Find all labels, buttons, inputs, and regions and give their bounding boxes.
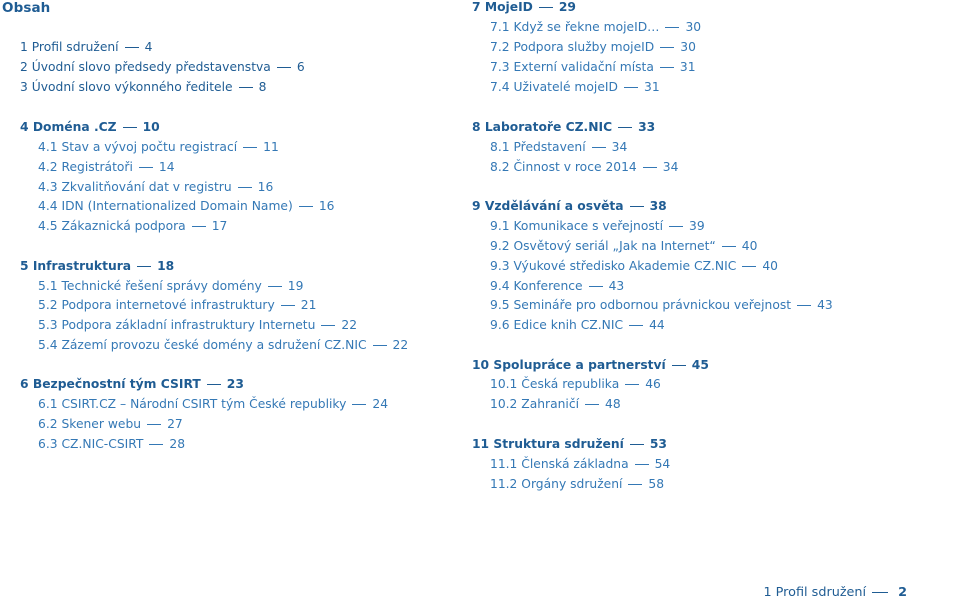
- toc-page: 10: [142, 120, 160, 134]
- toc-subentry[interactable]: [490, 279, 624, 293]
- toc-page: 4: [144, 40, 153, 54]
- toc-entry[interactable]: [20, 60, 305, 74]
- dash: [281, 305, 295, 306]
- toc-page: 18: [157, 259, 175, 273]
- dash: [149, 444, 163, 445]
- toc-subentry[interactable]: [490, 318, 665, 332]
- toc-label: 6.3 CZ.NIC-CSIRT: [38, 437, 144, 451]
- toc-subentry[interactable]: [490, 457, 670, 471]
- toc-page: 34: [662, 160, 679, 174]
- toc-page: 40: [741, 239, 758, 253]
- toc-label: 9 Vzdělávání a osvěta: [472, 199, 624, 213]
- dash: [618, 127, 632, 128]
- toc-page: 22: [341, 318, 358, 332]
- dash: [660, 67, 674, 68]
- toc-page: 43: [608, 279, 625, 293]
- toc-page: 29: [558, 0, 576, 14]
- toc-subentry[interactable]: [38, 180, 273, 194]
- toc-section[interactable]: [472, 437, 667, 451]
- toc-subentry[interactable]: [38, 298, 316, 312]
- toc-page: 27: [167, 417, 183, 431]
- dash: [207, 384, 221, 385]
- toc-page: 38: [649, 199, 667, 213]
- dash: [643, 167, 657, 168]
- toc-label: 9.4 Konference: [490, 279, 583, 293]
- toc-label: 5.1 Technické řešení správy domény: [38, 279, 262, 293]
- toc-subentry[interactable]: [490, 239, 757, 253]
- toc-page: 16: [318, 199, 335, 213]
- toc-label: 7.2 Podpora služby mojeID: [490, 40, 655, 54]
- dash: [660, 47, 674, 48]
- toc-page: 48: [605, 397, 621, 411]
- dash: [665, 27, 679, 28]
- toc-label: 7.1 Když se řekne mojeID…: [490, 20, 660, 34]
- toc-subentry[interactable]: [38, 140, 279, 154]
- toc-page: 43: [817, 298, 833, 312]
- toc-label: 2 Úvodní slovo předsedy představenstva: [20, 60, 271, 74]
- dash: [625, 384, 639, 385]
- toc-subentry[interactable]: [490, 160, 678, 174]
- toc-subentry[interactable]: [38, 318, 357, 332]
- toc-subentry[interactable]: [490, 20, 701, 34]
- toc-label: 6 Bezpečnostní tým CSIRT: [20, 377, 201, 391]
- toc-label: 9.1 Komunikace s veřejností: [490, 219, 663, 233]
- toc-page: 24: [372, 397, 389, 411]
- toc-subentry[interactable]: [490, 40, 696, 54]
- dash: [239, 87, 253, 88]
- toc-subentry[interactable]: [490, 80, 660, 94]
- toc-section[interactable]: [472, 358, 709, 372]
- toc-label: 7.4 Uživatelé mojeID: [490, 80, 619, 94]
- dash: [352, 404, 366, 405]
- toc-page: 34: [611, 140, 628, 154]
- dash: [672, 365, 686, 366]
- toc-label: 4.3 Zkvalitňování dat v registru: [38, 180, 232, 194]
- dash: [125, 47, 139, 48]
- toc-section[interactable]: [20, 377, 244, 391]
- toc-label: 4 Doména .CZ: [20, 120, 117, 134]
- toc-label: 4.2 Registrátoři: [38, 160, 133, 174]
- toc-page: 58: [648, 477, 665, 491]
- toc-label: 11.1 Členská základna: [490, 457, 629, 471]
- dash: [669, 226, 683, 227]
- toc-page: 30: [685, 20, 702, 34]
- toc-page: 17: [211, 219, 228, 233]
- toc-page: 31: [679, 60, 696, 74]
- toc-label: 8.2 Činnost v roce 2014: [490, 160, 637, 174]
- toc-page: 46: [645, 377, 661, 391]
- toc-subentry[interactable]: [38, 397, 388, 411]
- dash: [277, 67, 291, 68]
- dash: [629, 325, 643, 326]
- dash: [630, 444, 644, 445]
- toc-subentry[interactable]: [38, 160, 175, 174]
- toc-page: 33: [638, 120, 656, 134]
- dash: [147, 424, 161, 425]
- toc-label: 4.4 IDN (Internationalized Domain Name): [38, 199, 293, 213]
- toc-label: 7.3 Externí validační místa: [490, 60, 654, 74]
- toc-label: 4.1 Stav a vývoj počtu registrací: [38, 140, 238, 154]
- toc-entry[interactable]: [20, 80, 266, 94]
- toc-page: 8: [258, 80, 267, 94]
- dash: [321, 325, 335, 326]
- toc-subentry[interactable]: [38, 219, 227, 233]
- toc-subentry[interactable]: [490, 397, 621, 411]
- toc-subentry[interactable]: [490, 477, 664, 491]
- toc-page: 23: [226, 377, 244, 391]
- toc-subentry[interactable]: [490, 377, 661, 391]
- toc-label: 1 Profil sdružení: [20, 40, 119, 54]
- toc-page: 6: [296, 60, 305, 74]
- footer-page-number: 2: [898, 585, 907, 600]
- toc-page: 40: [762, 259, 778, 273]
- toc-page: 22: [392, 338, 409, 352]
- toc-entry[interactable]: [20, 40, 152, 54]
- dash: [742, 266, 756, 267]
- toc-page: 19: [287, 279, 304, 293]
- toc-page: 11: [263, 140, 279, 154]
- toc-label: 9.5 Semináře pro odbornou právnickou veřejnost: [490, 298, 792, 312]
- toc-label: 10.2 Zahraničí: [490, 397, 580, 411]
- toc-label: 9.2 Osvětový seriál „Jak na Internet“: [490, 239, 716, 253]
- toc-section[interactable]: [472, 199, 667, 213]
- toc-subentry[interactable]: [38, 279, 303, 293]
- toc-page: 28: [169, 437, 186, 451]
- footer-chapter: 1 Profil sdružení: [763, 585, 867, 600]
- toc-subentry[interactable]: [38, 338, 408, 352]
- dash: [585, 404, 599, 405]
- toc-label: 10 Spolupráce a partnerství: [472, 358, 666, 372]
- toc-label: 11 Struktura sdružení: [472, 437, 624, 451]
- toc-page: 31: [644, 80, 660, 94]
- dash: [635, 464, 649, 465]
- toc-label: 7 MojeID: [472, 0, 533, 14]
- toc-label: 10.1 Česká republika: [490, 377, 620, 391]
- toc-label: 11.2 Orgány sdružení: [490, 477, 623, 491]
- dash: [722, 246, 736, 247]
- toc-label: 9.3 Výukové středisko Akademie CZ.NIC: [490, 259, 737, 273]
- toc-section[interactable]: [472, 0, 576, 14]
- toc-page: 39: [689, 219, 705, 233]
- toc-page: 16: [257, 180, 274, 194]
- page-footer: [763, 585, 907, 600]
- toc-subentry[interactable]: [490, 60, 696, 74]
- dash: [373, 345, 387, 346]
- toc-subentry[interactable]: [490, 259, 778, 273]
- toc-label: 8.1 Představení: [490, 140, 586, 154]
- dash: [539, 7, 553, 8]
- dash: [243, 147, 257, 148]
- toc-label: 5.3 Podpora základní infrastruktury Internetu: [38, 318, 316, 332]
- dash: [123, 127, 137, 128]
- toc-page: 45: [691, 358, 709, 372]
- page-title: Obsah: [2, 0, 51, 16]
- toc-subentry[interactable]: [490, 298, 833, 312]
- toc-label: 6.1 CSIRT.CZ – Národní CSIRT tým České republiky: [38, 397, 347, 411]
- toc-section[interactable]: [20, 259, 174, 273]
- toc-page: 21: [300, 298, 317, 312]
- toc-label: 8 Laboratoře CZ.NIC: [472, 120, 613, 134]
- toc-subentry[interactable]: [490, 219, 705, 233]
- toc-section[interactable]: [20, 120, 160, 134]
- toc-page: 53: [649, 437, 667, 451]
- toc-subentry[interactable]: [38, 417, 183, 431]
- toc-label: 3 Úvodní slovo výkonného ředitele: [20, 80, 233, 94]
- dash: [238, 187, 252, 188]
- toc-page: 14: [158, 160, 175, 174]
- toc-label: 5.4 Zázemí provozu české domény a sdružení CZ.NIC: [38, 338, 367, 352]
- toc-page: 44: [649, 318, 665, 332]
- toc-label: 5.2 Podpora internetové infrastruktury: [38, 298, 275, 312]
- toc-page: 30: [680, 40, 696, 54]
- dash: [139, 167, 153, 168]
- dash: [797, 305, 811, 306]
- toc-subentry[interactable]: [38, 199, 334, 213]
- dash: [299, 206, 313, 207]
- toc-page: 54: [654, 457, 671, 471]
- dash: [268, 286, 282, 287]
- dash: [628, 484, 642, 485]
- toc-label: 4.5 Zákaznická podpora: [38, 219, 186, 233]
- dash: [872, 592, 888, 593]
- dash: [624, 87, 638, 88]
- dash: [589, 286, 603, 287]
- toc-subentry[interactable]: [38, 437, 185, 451]
- dash: [592, 147, 606, 148]
- toc-label: 5 Infrastruktura: [20, 259, 132, 273]
- dash: [192, 226, 206, 227]
- toc-subentry[interactable]: [490, 140, 627, 154]
- dash: [630, 206, 644, 207]
- toc-label: 9.6 Edice knih CZ.NIC: [490, 318, 624, 332]
- toc-section[interactable]: [472, 120, 655, 134]
- toc-label: 6.2 Skener webu: [38, 417, 142, 431]
- dash: [137, 266, 151, 267]
